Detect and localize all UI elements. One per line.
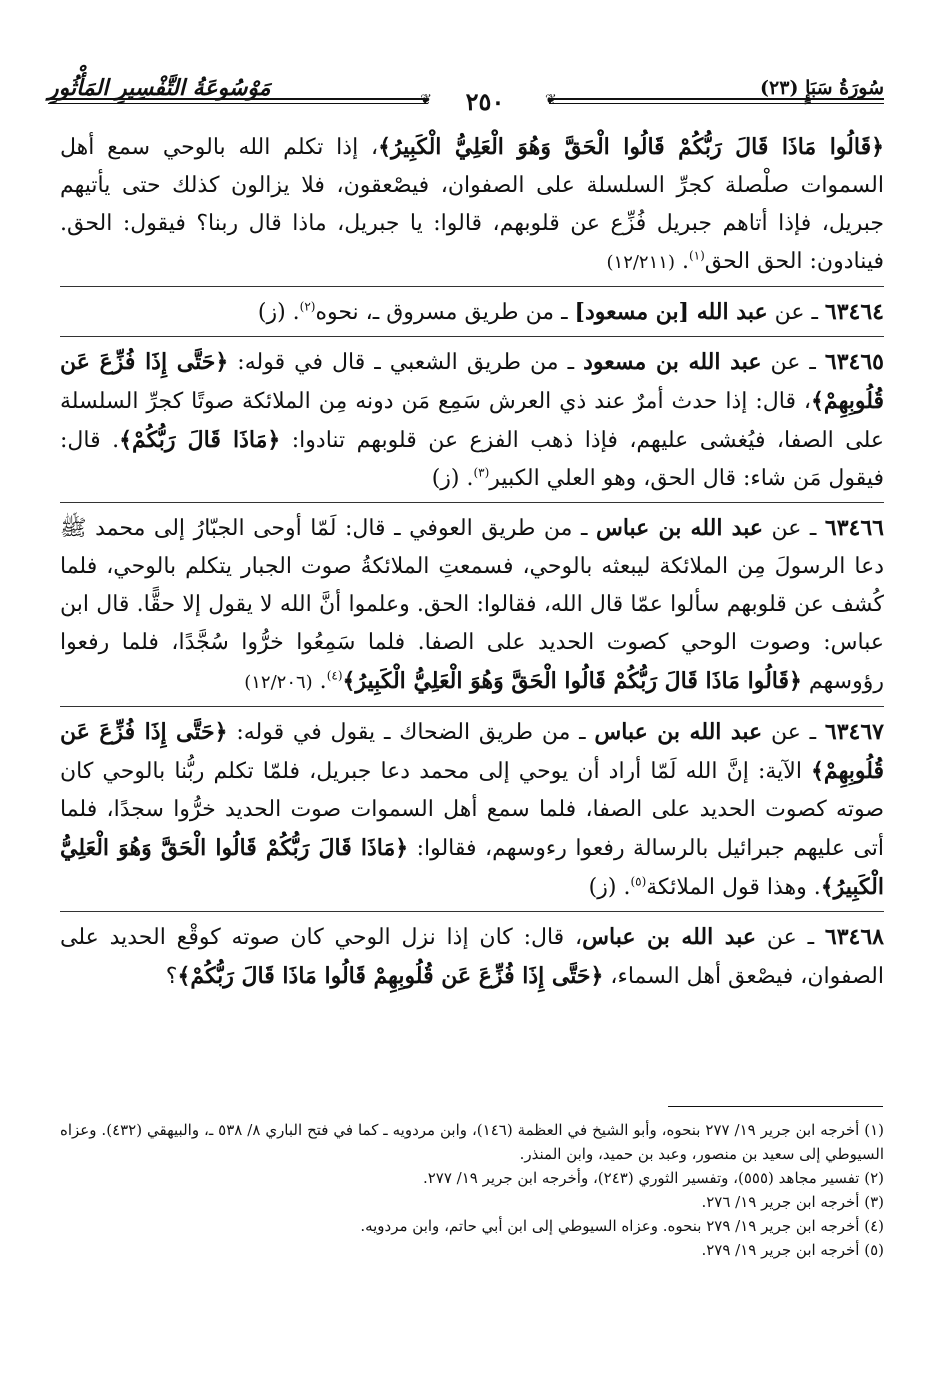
entry-divider	[60, 706, 884, 707]
entry-number: ٦٣٤٦٥	[824, 349, 884, 375]
quran-verse: ﴿حَتَّى إِذَا فُزِّعَ عَن قُلُوبِهِمْ قَالُوا مَاذَا قَالَ رَبُّكُمْ﴾	[177, 963, 604, 989]
quran-verse: ﴿حَتَّى إِذَا فُزِّعَ عَن قُلُوبِهِمْ﴾	[60, 349, 884, 414]
footnote-marker: (٣)	[473, 465, 490, 480]
surah-title: سُورَةُ سَبَإٍ (٢٣)	[760, 77, 884, 99]
cross-reference: (١٢/٢١١)	[606, 252, 675, 273]
footnote-marker: (٤)	[326, 668, 343, 683]
narrator-name: عبد الله بن مسعود	[583, 349, 762, 375]
paragraph-text: ، إذا تكلم الله بالوحي سمع أهل السموات صلْصلة كجرِّ السلسلة على الصفوان، فيصْعقون، فلا يزالون كذلك حتى يأتيهم جبريل، فإذا أتاهم جبريل فُزِّع عن قلوبهم، قالوا: يا جبريل، ماذا قال ربنا؟ فيقول: الحق. فينادون: الحق الحق	[60, 135, 884, 274]
entry-63467: ٦٣٤٦٧ ـ عن عبد الله بن عباس ـ من طريق الضحاك ـ يقول في قوله: ﴿حَتَّى إِذَا فُزِّعَ عَن قُلُوبِهِمْ﴾ الآية: إنَّ الله لَمّا أراد أن يوحي إلى محمد دعا جبريل، فلمّا تكلم ربُّنا بالوحي كان صوته كصوت الحديد على الصفا، فلما سمع أهل السموات صوت الحديد خرُّوا سجدًا، فلما أتى عليهم جبرائيل بالرسالة رفعوا رءوسهم، فقالوا: ﴿مَاذَا قَالَ رَبُّكُمْ قَالُوا الْحَقَّ وَهُوَ الْعَلِيُّ الْكَبِيرُ﴾. وهذا قول الملائكة$^{(٥)}$. (ز)	[60, 719, 884, 900]
quran-verse: ﴿قَالُوا مَاذَا قَالَ رَبُّكُمْ قَالُوا الْحَقَّ وَهُوَ الْعَلِيُّ الْكَبِيرُ﴾	[342, 668, 802, 694]
entry-63468: ٦٣٤٦٨ ـ عن عبد الله بن عباس، قال: كان إذا نزل الوحي كان صوته كوقْع الحديد على الصفوان، فيصْعق أهل السماء، ﴿حَتَّى إِذَا فُزِّعَ عَن قُلُوبِهِمْ قَالُوا مَاذَا قَالَ رَبُّكُمْ﴾؟	[60, 924, 884, 989]
footnote-marker: (٢)	[299, 299, 316, 314]
narrator-name: عبد الله [بن مسعود]	[574, 299, 768, 325]
footnote-marker: (٥)	[630, 874, 647, 889]
entry-number: ٦٣٤٦٤	[824, 299, 884, 325]
entry-number: ٦٣٤٦٨	[824, 924, 884, 950]
entry-number: ٦٣٤٦٦	[824, 515, 884, 541]
quran-verse: ﴿مَاذَا قَالَ رَبُّكُمْ﴾	[119, 427, 281, 453]
entry-divider	[60, 502, 884, 503]
entry-text: ـ من طريق الضحاك ـ يقول في قوله:	[227, 720, 595, 745]
intro-paragraph: ﴿قَالُوا مَاذَا قَالَ رَبُّكُمْ قَالُوا الْحَقَّ وَهُوَ الْعَلِيُّ الْكَبِيرُ﴾، إذا تكلم الله بالوحي سمع أهل السموات صلْصلة كجرِّ السلسلة على الصفوان، فيصْعقون، فلا يزالون كذلك حتى يأتيهم جبريل، فإذا أتاهم جبريل فُزِّع عن قلوبهم، قالوا: يا جبريل، ماذا قال ربنا؟ فيقول: الحق. فينادون: الحق الحق$^{(١)}$. (١٢/٢١١)	[60, 134, 884, 274]
entry-divider	[60, 911, 884, 912]
footnote-separator	[668, 1106, 883, 1107]
entry-divider	[60, 336, 884, 337]
cross-reference: (١٢/٢٠٦)	[244, 672, 313, 693]
footnote-marker: (١)	[688, 248, 705, 263]
footnote-5: (٥) أخرجه ابن جرير ١٩/ ٢٧٩.	[701, 1241, 884, 1259]
footnote-3: (٣) أخرجه ابن جرير ١٩/ ٢٧٦.	[701, 1193, 884, 1211]
entry-63466: ٦٣٤٦٦ ـ عن عبد الله بن عباس ـ من طريق العوفي ـ قال: لَمّا أوحى الجبّارُ إلى محمد ﷺ دعا الرسولَ مِن الملائكة ليبعثه بالوحي، فسمعتِ الملائكةُ صوت الجبار يتكلم بالوحي، فلما كُشف عن قلوبهم سألوا عمّا قال الله، فقالوا: الحق. وعلموا أنَّ الله لا يقول إلا حقًّا. قال ابن عباس: وصوت الوحي كصوت الحديد على الصفا. فلما سَمِعُوا خرُّوا سُجَّدًا، فلما رفعوا رؤوسهم ﴿قَالُوا مَاذَا قَالَ رَبُّكُمْ قَالُوا الْحَقَّ وَهُوَ الْعَلِيُّ الْكَبِيرُ﴾$^{(٤)}$. (١٢/٢٠٦)	[60, 515, 884, 694]
footnote-2: (٢) تفسير مجاهد (٥٥٥)، وتفسير الثوري (٢٤٣)، وأخرجه ابن جرير ١٩/ ٢٧٧.	[422, 1169, 884, 1187]
entry-63464: ٦٣٤٦٤ ـ عن عبد الله [بن مسعود] ـ من طريق مسروق ـ، نحوه$^{(٢)}$. (ز)	[257, 299, 884, 325]
footnote-4: (٤) أخرجه ابن جرير ١٩/ ٢٧٩ بنحوه. وعزاه السيوطي إلى ابن أبي حاتم، وابن مردويه.	[360, 1217, 884, 1235]
entry-text: ـ من طريق مسروق ـ، نحوه	[315, 300, 575, 325]
narrator-name: عبد الله بن عباس	[582, 924, 757, 950]
footnote-1: (١) أخرجه ابن جرير ١٩/ ٢٧٧ بنحوه، وأبو الشيخ في العظمة (١٤٦)، وابن مردويه ـ كما في فتح الباري ٨/ ٥٣٨ ـ، والبيهقي (٤٣٢). وعزاه السيوطي إلى سعيد بن منصور، وعبد بن حميد، وابن المنذر.	[60, 1121, 885, 1163]
quran-verse: ﴿قَالُوا مَاذَا قَالَ رَبُّكُمْ قَالُوا الْحَقَّ وَهُوَ الْعَلِيُّ الْكَبِيرُ﴾	[378, 134, 884, 160]
entry-text: ـ من طريق العوفي ـ قال: لَمّا أوحى الجبّارُ إلى محمد ﷺ دعا الرسولَ مِن الملائكة ليبعثه بالوحي، فسمعتِ الملائكةُ صوت الجبار يتكلم بالوحي، فلما كُشف عن قلوبهم سألوا عمّا قال الله، فقالوا: الحق. وعلموا أنَّ الله لا يقول إلا حقًّا. قال ابن عباس: وصوت الوحي كصوت الحديد على الصفا. فلما سَمِعُوا خرُّوا سُجَّدًا، فلما رفعوا رؤوسهم	[60, 516, 884, 694]
quran-verse: ﴿مَاذَا قَالَ رَبُّكُمْ قَالُوا الْحَقَّ وَهُوَ الْعَلِيُّ الْكَبِيرُ﴾	[60, 835, 884, 900]
footnotes	[60, 1118, 884, 1262]
header-ornament-left: ❦	[48, 96, 428, 110]
page-number: ٢٥٠	[465, 87, 505, 116]
main-text	[60, 128, 884, 996]
entry-63465: ٦٣٤٦٥ ـ عن عبد الله بن مسعود ـ من طريق الشعبي ـ قال في قوله: ﴿حَتَّى إِذَا فُزِّعَ عَن قُلُوبِهِمْ﴾، قال: إذا حدث أمرٌ عند ذي العرش سَمِع مَن دونه مِن الملائكة صوتًا كجرِّ السلسلة على الصفا، فيُغشى عليهم، فإذا ذهب الفزع عن قلوبهم تنادوا: ﴿مَاذَا قَالَ رَبُّكُمْ﴾. قال: فيقول مَن شاء: قال الحق، وهو العلي الكبير$^{(٣)}$. (ز)	[60, 349, 884, 491]
entry-text: ـ من طريق الشعبي ـ قال في قوله:	[228, 350, 584, 375]
narrator-name: عبد الله بن عباس	[594, 719, 763, 745]
quran-verse: ﴿حَتَّى إِذَا فُزِّعَ عَن قُلُوبِهِمْ﴾	[60, 719, 884, 784]
header-ornament-right: ❦	[549, 96, 884, 110]
entry-divider	[60, 286, 884, 287]
entry-text: ، قال: كان إذا نزل الوحي كان صوته كوقْع الحديد على الصفوان، فيصْعق أهل السماء،	[60, 925, 884, 989]
entry-number: ٦٣٤٦٧	[824, 719, 884, 745]
encyclopedia-title: مَوْسُوعَةُ التَّفْسِيرِ المَأْثُورِ	[48, 75, 271, 101]
narrator-name: عبد الله بن عباس	[595, 515, 763, 541]
